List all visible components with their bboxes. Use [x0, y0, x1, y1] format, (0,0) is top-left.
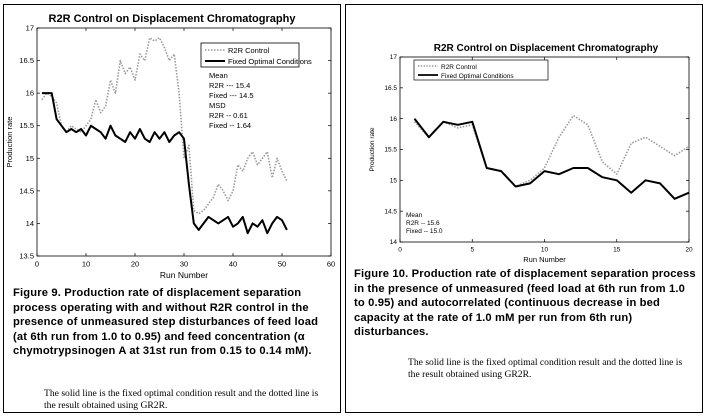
- stats-mean-fixed: Fixed -- 15.0: [406, 228, 443, 235]
- y-tick-label: 15.5: [384, 146, 397, 154]
- x-tick-label: 50: [277, 259, 287, 269]
- y-tick-label: 16.5: [19, 56, 34, 66]
- y-tick-label: 14: [25, 218, 34, 228]
- y-tick-label: 15.5: [19, 121, 34, 131]
- y-tick-label: 16: [389, 115, 397, 123]
- y-tick-label: 14.5: [19, 186, 34, 196]
- y-tick-label: 14.5: [384, 208, 397, 216]
- x-axis-label: Run Number: [159, 270, 209, 280]
- stats-msd-fixed: Fixed -- 1.64: [209, 121, 252, 130]
- legend-box: [414, 60, 548, 80]
- x-tick-label: 20: [130, 259, 140, 269]
- y-tick-label: 15: [25, 153, 34, 163]
- stats-mean-fixed: Fixed --- 14.5: [209, 91, 254, 100]
- stats-mean-label: Mean: [209, 71, 228, 80]
- y-tick-label: 15: [389, 177, 397, 185]
- stats-annotation: [209, 71, 254, 130]
- y-tick-label: 17: [389, 54, 397, 62]
- x-tick-label: 60: [326, 259, 336, 269]
- x-tick-label: 30: [179, 259, 189, 269]
- legend-label-r2r: R2R Control: [441, 64, 477, 71]
- stats-msd-label: MSD: [209, 101, 226, 110]
- caption-text: Production rate of displacement separation process operating with and without R2R control in the presence of unmeasured step disturbances of feed load (at 6th run from 1.0 to 0.95) and feed concentration (α chymotrypsinogen A at 31st run from 0.15 to 0.14 mM).: [13, 287, 319, 358]
- y-tick-label: 14: [389, 239, 397, 247]
- y-tick-label: 13.5: [19, 251, 34, 261]
- legend-label-fixed: Fixed Optimal Conditions: [228, 57, 312, 66]
- y-tick-label: 16: [25, 88, 34, 98]
- stats-annotation: [406, 212, 443, 235]
- caption-number: Figure 10.: [354, 268, 409, 280]
- plot-frame: [400, 57, 689, 242]
- caption-text: Production rate of displacement separation process in the presence of unmeasured (feed load at 6th run from 1.0 to 0.95) and autocorrelated (continuous decrease in bed capacity at the rate of 1.0 mM per run from 6th run) disturbances.: [354, 268, 696, 339]
- x-tick-label: 40: [228, 259, 238, 269]
- stats-mean-r2r: R2R --- 15.4: [209, 81, 251, 90]
- figure-9-caption: [13, 286, 333, 359]
- figure-10-chart: [346, 5, 702, 267]
- stats-mean-label: Mean: [406, 212, 423, 219]
- figure-10-caption: [354, 267, 698, 340]
- figure-9-chart: [4, 5, 340, 285]
- legend-label-r2r: R2R Control: [228, 46, 270, 55]
- x-tick-label: 15: [613, 246, 621, 254]
- figure-9-panel: [3, 4, 341, 413]
- legend-box: [201, 43, 312, 67]
- series-line-fixed-optimal: [42, 93, 287, 233]
- y-tick-label: 17: [25, 23, 34, 33]
- figure-10-note: The solid line is the fixed optimal condition result and the dotted line is the result obtained using GR2R.: [408, 357, 683, 380]
- y-tick-label: 16.5: [384, 85, 397, 92]
- x-tick-label: 5: [470, 246, 475, 254]
- x-tick-label: 20: [685, 246, 693, 254]
- x-tick-label: 10: [81, 259, 91, 269]
- chart-title: R2R Control on Displacement Chromatography: [48, 13, 296, 25]
- x-tick-label: 10: [540, 246, 549, 254]
- figure-9-note: The solid line is the fixed optimal condition result and the dotted line is the result obtained using GR2R.: [44, 388, 319, 411]
- y-axis-label: Production rate: [5, 116, 14, 168]
- chart-title: R2R Control on Displacement Chromatography: [433, 43, 659, 54]
- figure-10-panel: [345, 4, 703, 413]
- series-line-r2r-control: [415, 116, 690, 187]
- x-tick-label: 0: [398, 246, 402, 254]
- legend-label-fixed: Fixed Optimal Conditions: [441, 73, 514, 80]
- x-tick-label: 0: [34, 259, 40, 269]
- caption-number: Figure 9.: [13, 287, 61, 299]
- stats-msd-r2r: R2R -- 0.61: [209, 111, 248, 120]
- series-line-fixed-optimal: [415, 119, 690, 199]
- x-axis-label: Run Number: [523, 255, 566, 264]
- y-axis-label: Production rate: [369, 127, 376, 172]
- stats-mean-r2r: R2R -- 15.6: [406, 220, 440, 227]
